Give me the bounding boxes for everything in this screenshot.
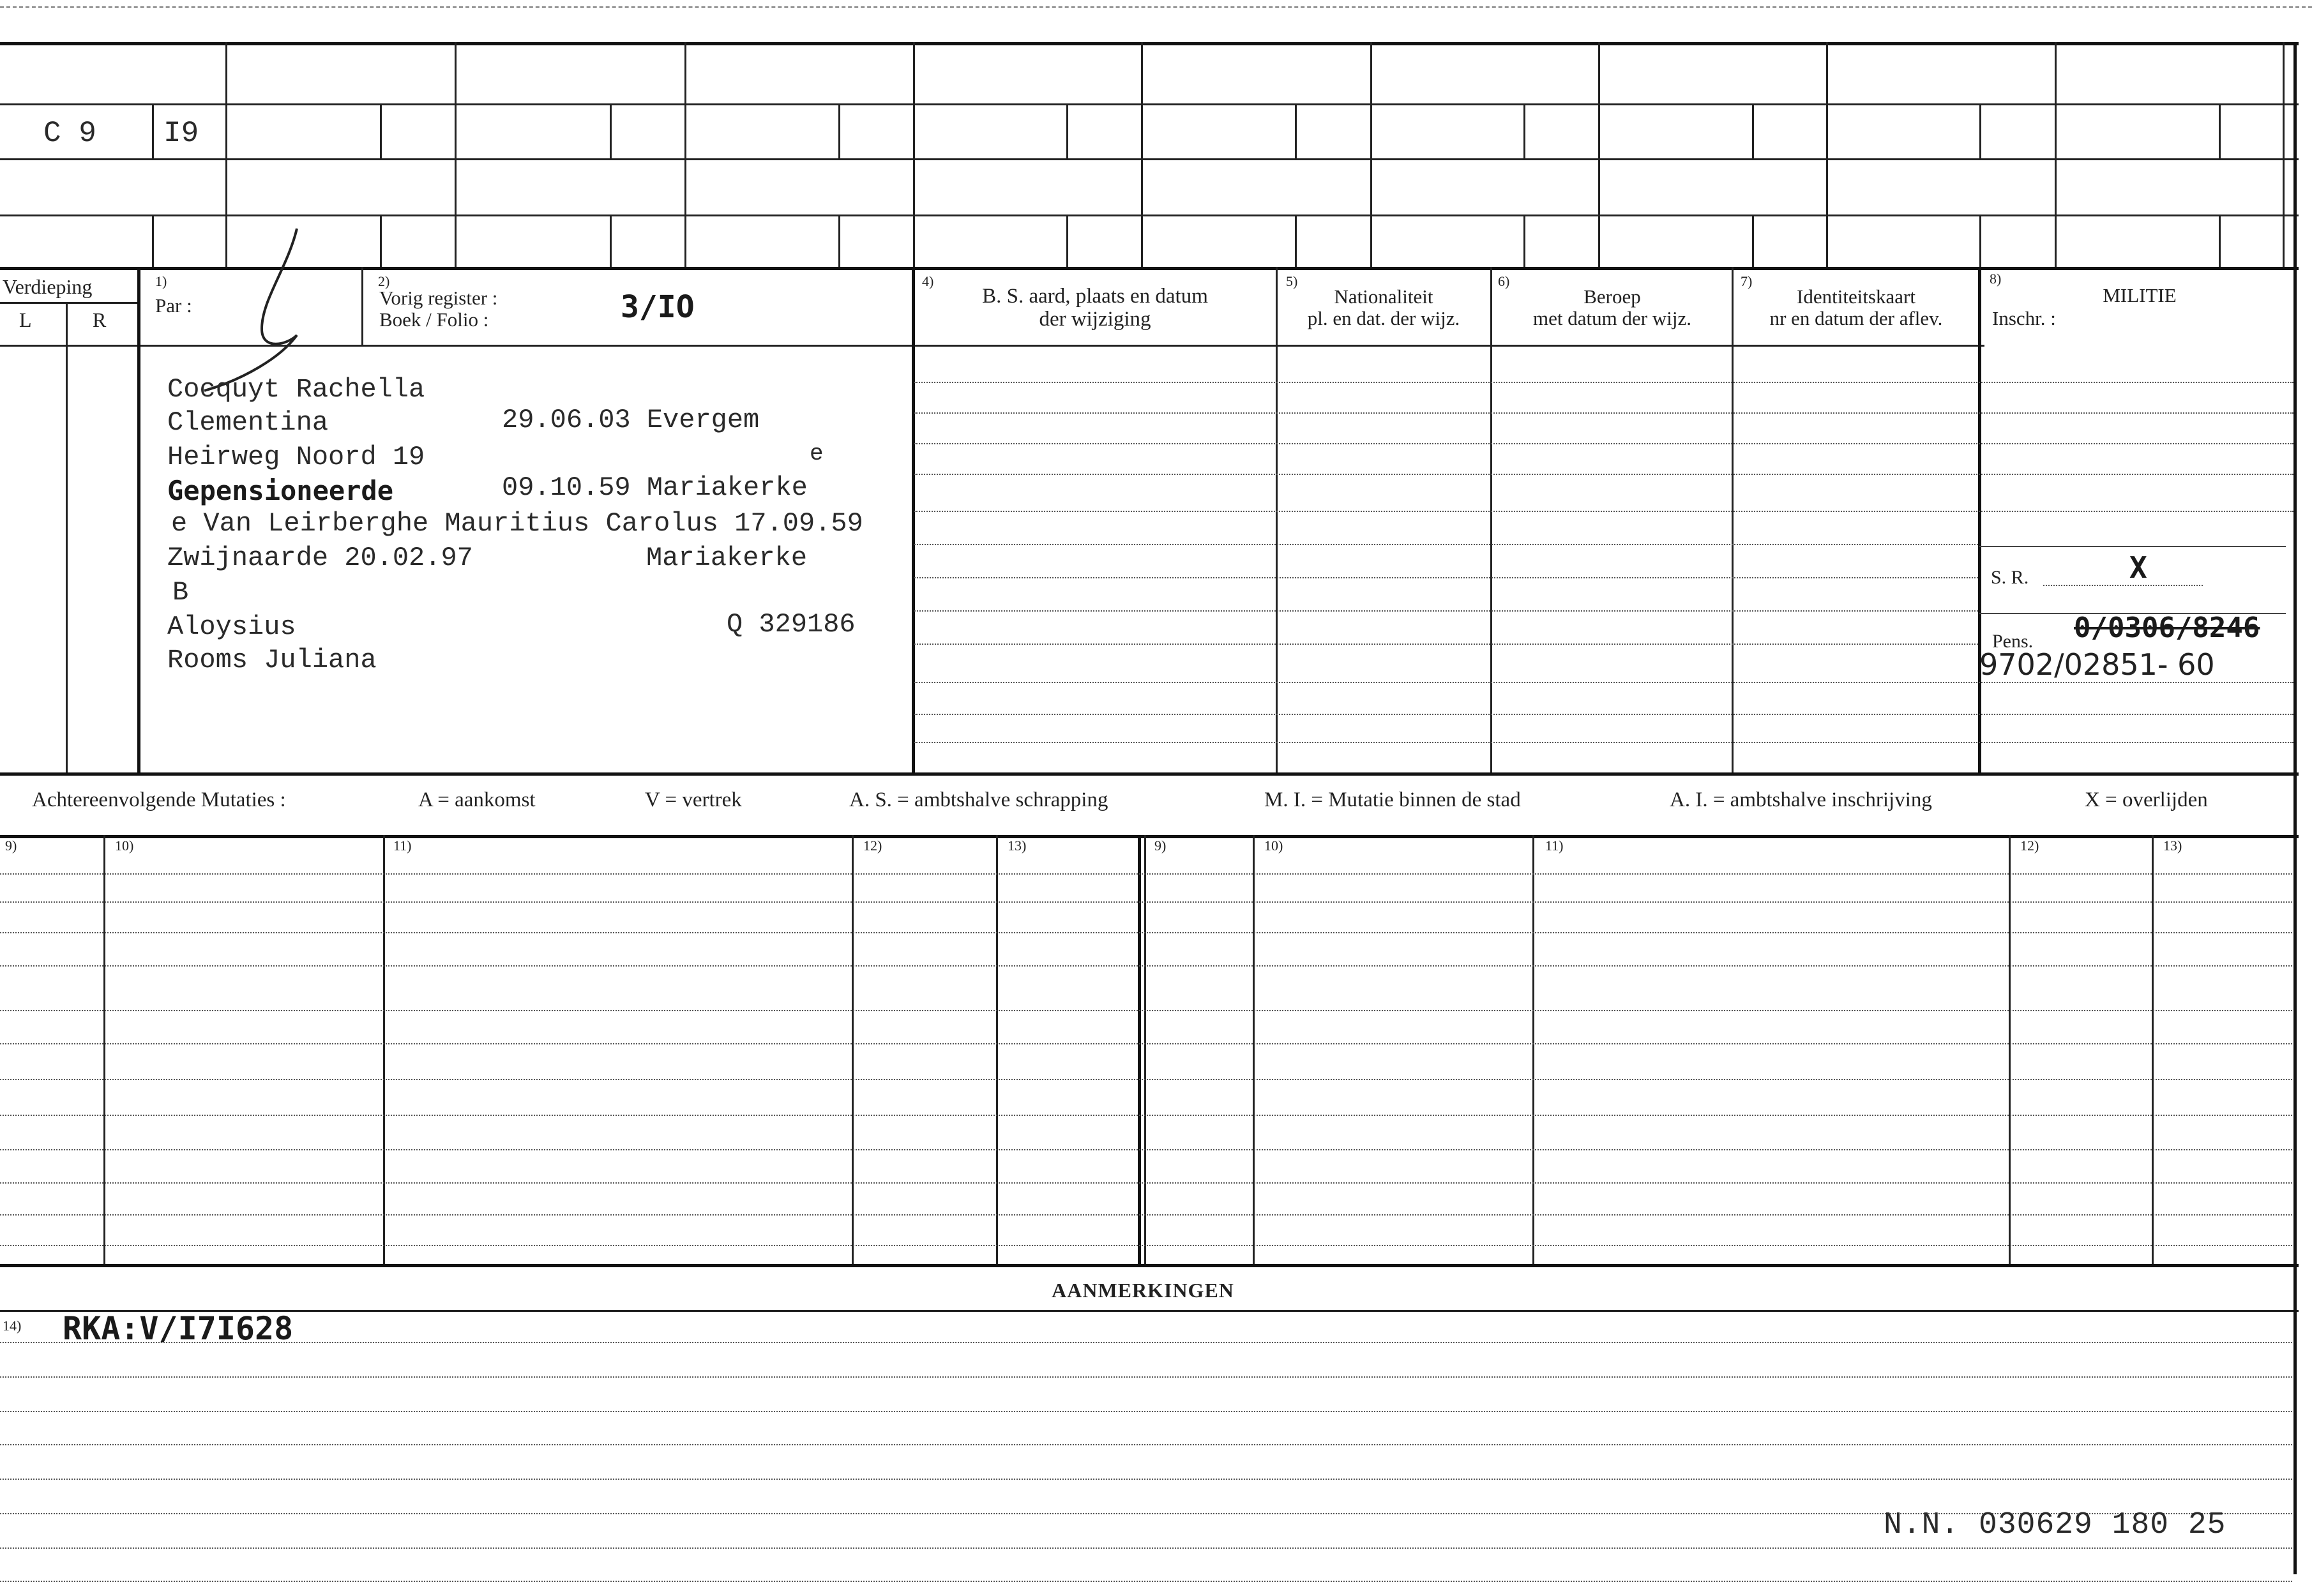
field-6-label-2: met datum der wijz.: [1533, 307, 1691, 329]
sr-value: X: [2129, 550, 2147, 585]
field-5-number: 5): [1286, 273, 1298, 289]
field-5-label-1: Nationaliteit: [1334, 285, 1433, 308]
field-5-label-2: pl. en dat. der wijz.: [1307, 307, 1460, 329]
mutation-col-left-10: 10): [115, 838, 134, 854]
person-spouse-birth: Zwijnaarde 20.02.97: [167, 543, 473, 573]
field-2-label-2: Boek / Folio :: [379, 308, 489, 331]
person-occupation: Gepensioneerde: [167, 475, 394, 506]
person-mother: Rooms Juliana: [167, 645, 377, 675]
mutation-col-right-11: 11): [1545, 838, 1564, 854]
field-2-label-1: Vorig register :: [379, 287, 498, 309]
militie-inschr-label: Inschr. :: [1992, 307, 2056, 329]
person-occupation-date: 09.10.59 Mariakerke: [502, 472, 808, 503]
person-surname: Cocquyt Rachella: [167, 374, 425, 405]
top-code-a: C 9: [43, 117, 96, 150]
person-address: Heirweg Noord 19: [167, 442, 425, 472]
field-8-number: 8): [1990, 271, 2002, 287]
field-1-number: 1): [155, 273, 167, 289]
mutation-col-left-11: 11): [393, 838, 412, 854]
militie-label: MILITIE: [2103, 284, 2177, 306]
verdieping-L-label: L: [19, 308, 32, 331]
handwritten-mark-icon: [166, 223, 332, 396]
legend-internal-move: M. I. = Mutatie binnen de stad: [1264, 788, 1521, 811]
legend-departure: V = vertrek: [645, 788, 742, 811]
field-6-number: 6): [1498, 273, 1510, 289]
mutation-col-right-13: 13): [2163, 838, 2182, 854]
person-birth: 29.06.03 Evergem: [502, 405, 760, 435]
field-6-label-1: Beroep: [1583, 285, 1641, 308]
field-7-number: 7): [1741, 273, 1753, 289]
person-spouse: e Van Leirberghe Mauritius Carolus 17.09.59: [171, 508, 863, 539]
sr-label: S. R.: [1991, 567, 2029, 588]
remarks-number: 14): [3, 1318, 22, 1334]
verdieping-R-label: R: [93, 308, 107, 331]
pens-label: Pens.: [1992, 631, 2034, 652]
footer-nn-number: N.N. 030629 180 25: [1884, 1508, 2226, 1542]
field-7-label-1: Identiteitskaart: [1797, 285, 1915, 308]
person-spouse-place: Mariakerke: [646, 543, 808, 573]
remarks-value: RKA:V/I7I628: [63, 1310, 294, 1347]
field-7-label-2: nr en datum der aflev.: [1769, 307, 1943, 329]
person-id-code: Q 329186: [727, 609, 856, 640]
person-father: Aloysius: [167, 612, 296, 642]
legend-arrival: A = aankomst: [418, 788, 536, 811]
mutation-col-right-9: 9): [1154, 838, 1167, 854]
field-4-label-1: B. S. aard, plaats en datum: [982, 285, 1208, 308]
field-4-number: 4): [922, 273, 934, 289]
mutation-col-left-9: 9): [5, 838, 17, 854]
field-1-label: Par :: [155, 294, 192, 317]
mutation-col-left-13: 13): [1008, 838, 1027, 854]
person-address-mark: e: [810, 440, 824, 467]
field-2-value: 3/IO: [621, 289, 695, 325]
person-line-b: B: [172, 577, 189, 608]
field-2-number: 2): [378, 273, 390, 289]
remarks-title: AANMERKINGEN: [1052, 1279, 1234, 1302]
legend-official-registration: A. I. = ambtshalve inschrijving: [1670, 788, 1932, 811]
pens-value: 9702/02851- 60: [1979, 647, 2215, 682]
top-code-b: I9: [163, 117, 199, 150]
person-given-name: Clementina: [167, 407, 329, 438]
mutation-col-right-10: 10): [1264, 838, 1283, 854]
verdieping-label: Verdieping: [3, 275, 93, 298]
pens-struck-value: 0/0306/8246: [2074, 612, 2260, 644]
field-4-label-2: der wijziging: [1039, 308, 1151, 331]
legend-death: X = overlijden: [2085, 788, 2208, 811]
legend-official-removal: A. S. = ambtshalve schrapping: [849, 788, 1108, 811]
mutations-title: Achtereenvolgende Mutaties :: [32, 788, 286, 811]
mutation-col-left-12: 12): [863, 838, 882, 854]
mutation-col-right-12: 12): [2020, 838, 2039, 854]
